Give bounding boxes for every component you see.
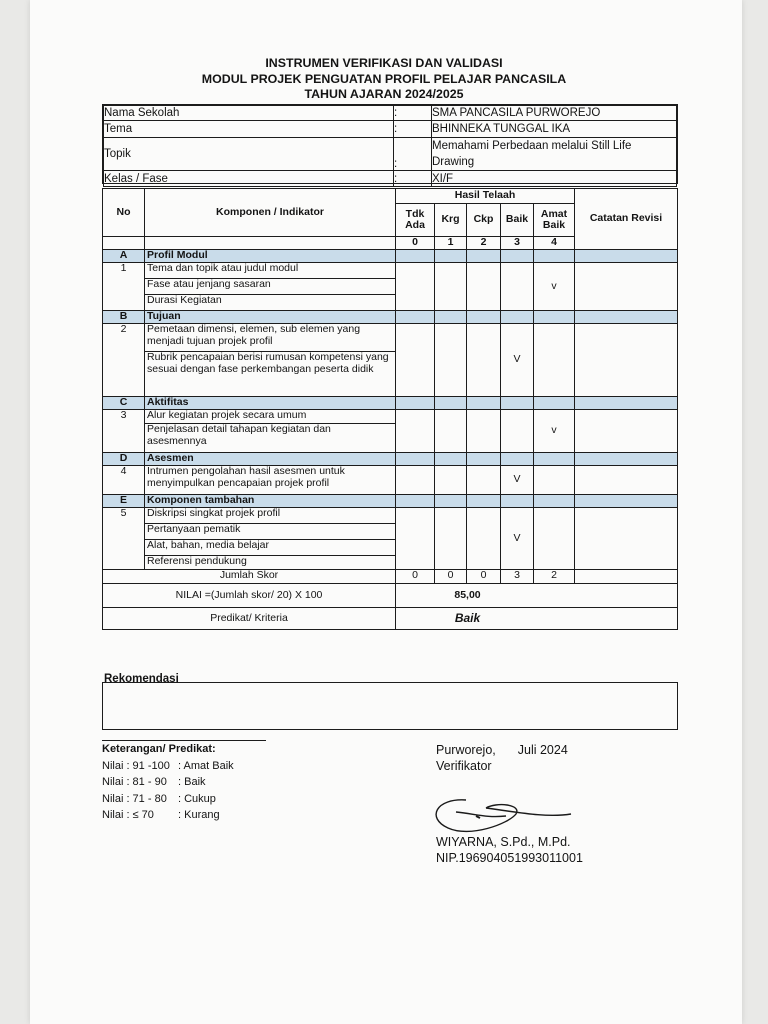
info-value: XI/F xyxy=(432,171,677,187)
keterangan-range: Nilai : ≤ 70 xyxy=(102,809,154,821)
keterangan-row xyxy=(102,758,266,775)
score-label: Amat Baik xyxy=(534,204,575,237)
indicator-text: Referensi pendukung xyxy=(145,556,396,570)
keterangan-box xyxy=(102,740,266,830)
score-label: Tdk Ada xyxy=(396,204,435,237)
score-value: 2 xyxy=(467,237,501,250)
rekomendasi-box xyxy=(102,682,678,730)
doc-title-line-1: INSTRUMEN VERIFIKASI DAN VALIDASI xyxy=(265,56,503,70)
jumlah-value: 2 xyxy=(534,570,575,584)
item-no: 2 xyxy=(103,324,145,397)
check-mark: V xyxy=(501,508,534,570)
handwritten-signature xyxy=(426,774,596,836)
item-no: 1 xyxy=(103,263,145,311)
indicator-text: Durasi Kegiatan xyxy=(145,295,396,311)
section-letter: D xyxy=(103,453,145,466)
indicator-text: Pemetaan dimensi, elemen, sub elemen yang menjadi tujuan projek profil xyxy=(145,324,396,352)
predikat-label: Predikat/ Kriteria xyxy=(103,608,396,630)
info-value: Memahami Perbedaan melalui Still Life Drawing xyxy=(432,138,677,171)
assessment-table xyxy=(102,188,678,630)
info-label: Topik xyxy=(104,138,394,171)
check-mark: V xyxy=(501,466,534,495)
keterangan-grade: : Cukup xyxy=(178,792,216,805)
jumlah-value: 0 xyxy=(467,570,501,584)
info-sep: : xyxy=(394,138,432,171)
doc-title-line-3: TAHUN AJARAN 2024/2025 xyxy=(304,87,464,101)
empty-cell xyxy=(103,237,145,250)
jumlah-value: 0 xyxy=(396,570,435,584)
keterangan-grade: : Kurang xyxy=(178,809,220,821)
keterangan-title: Keterangan/ Predikat: xyxy=(102,743,216,755)
keterangan-grade: : Baik xyxy=(178,776,206,788)
keterangan-row xyxy=(102,791,266,808)
info-box xyxy=(102,104,678,184)
keterangan-grade: : Amat Baik xyxy=(178,759,234,772)
jumlah-skor-label: Jumlah Skor xyxy=(103,570,396,584)
keterangan-row xyxy=(102,807,266,824)
check-mark: v xyxy=(534,410,575,453)
score-label: Ckp xyxy=(467,204,501,237)
col-header-catatan: Catatan Revisi xyxy=(575,189,678,250)
section-title: Profil Modul xyxy=(145,250,396,263)
score-label: Krg xyxy=(435,204,467,237)
section-letter: A xyxy=(103,250,145,263)
keterangan-range: Nilai : 71 - 80 xyxy=(102,792,167,805)
col-header-no: No xyxy=(103,189,145,237)
sign-place: Purworejo, xyxy=(436,743,496,757)
score-value: 4 xyxy=(534,237,575,250)
jumlah-value: 3 xyxy=(501,570,534,584)
sign-nip: NIP.196904051993011001 xyxy=(436,851,583,865)
score-value: 0 xyxy=(396,237,435,250)
indicator-text: Alat, bahan, media belajar xyxy=(145,540,396,556)
section-letter: E xyxy=(103,495,145,508)
info-label: Nama Sekolah xyxy=(104,106,394,121)
check-mark: V xyxy=(501,324,534,397)
section-title: Komponen tambahan xyxy=(145,495,396,508)
indicator-text: Intrumen pengolahan hasil asesmen untuk menyimpulkan pencapaian projek profil xyxy=(145,466,396,495)
sign-name: WIYARNA, S.Pd., M.Pd. xyxy=(436,835,571,849)
indicator-text: Fase atau jenjang sasaran xyxy=(145,279,396,295)
info-sep: : xyxy=(394,106,432,121)
item-no: 3 xyxy=(103,410,145,453)
indicator-text: Diskripsi singkat projek profil xyxy=(145,508,396,524)
predikat-value: Baik xyxy=(396,608,678,630)
info-value: SMA PANCASILA PURWOREJO xyxy=(432,106,677,121)
indicator-text: Alur kegiatan projek secara umum xyxy=(145,410,396,424)
nilai-label: NILAI =(Jumlah skor/ 20) X 100 xyxy=(103,584,396,608)
info-label: Kelas / Fase xyxy=(104,171,394,187)
info-label: Tema xyxy=(104,121,394,138)
indicator-text: Tema dan topik atau judul modul xyxy=(145,263,396,279)
jumlah-value: 0 xyxy=(435,570,467,584)
sign-role: Verifikator xyxy=(436,759,492,773)
empty-cell xyxy=(145,237,396,250)
check-mark: v xyxy=(534,263,575,311)
section-title: Tujuan xyxy=(145,311,396,324)
signature-block xyxy=(436,742,596,866)
keterangan-row xyxy=(102,774,266,791)
info-table xyxy=(103,105,677,187)
col-header-komponen: Komponen / Indikator xyxy=(145,189,396,237)
section-letter: C xyxy=(103,397,145,410)
keterangan-range: Nilai : 81 - 90 xyxy=(102,776,167,788)
score-label: Baik xyxy=(501,204,534,237)
col-header-hasil: Hasil Telaah xyxy=(396,189,575,204)
section-title: Aktifitas xyxy=(145,397,396,410)
section-title: Asesmen xyxy=(145,453,396,466)
indicator-text: Pertanyaan pematik xyxy=(145,524,396,540)
indicator-text: Rubrik pencapaian berisi rumusan kompetensi yang sesuai dengan fase perkembangan peserta didik xyxy=(145,352,396,397)
info-value: BHINNEKA TUNGGAL IKA xyxy=(432,121,677,138)
doc-title-line-2: MODUL PROJEK PENGUATAN PROFIL PELAJAR PANCASILA xyxy=(201,72,567,86)
item-no: 5 xyxy=(103,508,145,570)
nilai-value: 85,00 xyxy=(396,584,678,608)
sign-date: Juli 2024 xyxy=(517,743,568,757)
indicator-text: Penjelasan detail tahapan kegiatan dan asesmennya xyxy=(145,424,396,453)
section-letter: B xyxy=(103,311,145,324)
keterangan-range: Nilai : 91 -100 xyxy=(102,759,170,772)
score-value: 1 xyxy=(435,237,467,250)
score-value: 3 xyxy=(501,237,534,250)
info-sep: : xyxy=(394,171,432,187)
item-no: 4 xyxy=(103,466,145,495)
info-sep: : xyxy=(394,121,432,138)
rekomendasi-label: Rekomendasi xyxy=(104,673,179,685)
